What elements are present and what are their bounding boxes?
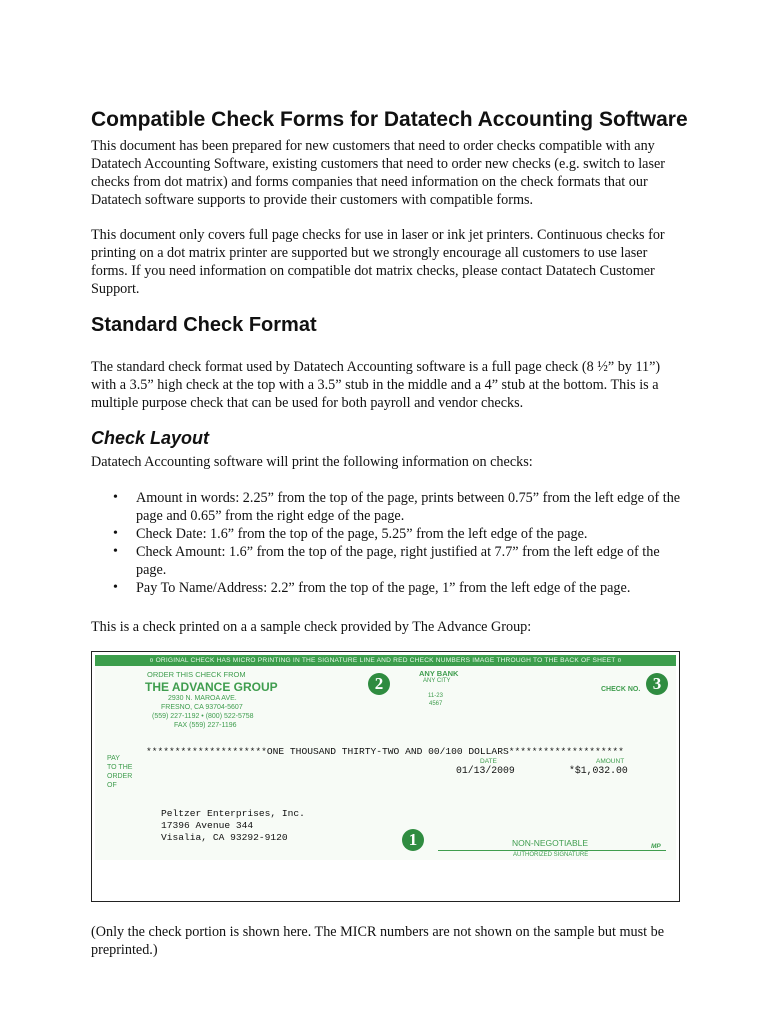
marker-1-badge: 1: [402, 829, 424, 851]
bullet-icon: •: [113, 544, 118, 559]
company-address-1: 2930 N. MAROA AVE.: [168, 695, 237, 702]
list-item: • Amount in words: 2.25” from the top of the page, prints between 0.75” from the left edge of the page and 0.65” from the right edge of the page.: [113, 490, 681, 524]
payee-name: Peltzer Enterprises, Inc.: [161, 808, 305, 819]
marker-3-badge: 3: [646, 673, 668, 695]
layout-heading: Check Layout: [91, 428, 210, 448]
check-amount: *$1,032.00: [569, 765, 628, 776]
order-from-label: ORDER THIS CHECK FROM: [147, 670, 246, 679]
footnote: (Only the check portion is shown here. The MICR numbers are not shown on the sample but must be preprinted.): [91, 924, 665, 958]
section-paragraph: The standard check format used by Datatech Accounting software is a full page check (8 ½” by 11”) with a 3.5” high check at the top with a 3.5” stub in the middle and a 4” stub at the bottom. This is a multiple purpose check that can be used for both payroll and vendor checks.: [91, 359, 661, 411]
mp-security-mark: MP: [651, 843, 661, 850]
date-label: DATE: [480, 758, 497, 765]
company-address-2: FRESNO, CA 93704-5607: [161, 704, 243, 711]
company-fax: FAX (559) 227-1196: [174, 722, 237, 729]
amount-in-words: *********************ONE THOUSAND THIRTY-TWO AND 00/100 DOLLARS********************: [146, 746, 624, 757]
list-item: • Pay To Name/Address: 2.2” from the top of the page, 1” from the left edge of the page.: [113, 580, 631, 596]
company-name: THE ADVANCE GROUP: [145, 680, 278, 694]
bullet-icon: •: [113, 490, 118, 505]
payee-city: Visalia, CA 93292-9120: [161, 832, 288, 843]
section-heading: Standard Check Format: [91, 314, 317, 336]
list-item: • Check Date: 1.6” from the top of the page, 5.25” from the left edge of the page.: [113, 526, 588, 542]
bank-name: ANY BANK: [419, 669, 459, 678]
micro-print-band: ¤ ORIGINAL CHECK HAS MICRO PRINTING IN THE SIGNATURE LINE AND RED CHECK NUMBERS IMAGE THROUGH TO THE BACK OF SHEET ¤: [95, 655, 676, 666]
routing-fraction-top: 11-23: [428, 693, 443, 699]
bank-city: ANY CITY: [423, 678, 451, 684]
check-number-label: CHECK NO.: [601, 686, 641, 693]
bullet-icon: •: [113, 526, 118, 541]
non-negotiable-label: NON-NEGOTIABLE: [512, 838, 589, 848]
payee-street: 17396 Avenue 344: [161, 820, 254, 831]
amount-label: AMOUNT: [596, 758, 625, 765]
pay-to-label: PAY TO THE ORDER OF: [107, 755, 133, 789]
signature-line: [438, 850, 666, 851]
check-date: 01/13/2009: [456, 765, 515, 776]
sample-check: [95, 655, 676, 860]
bullet-icon: •: [113, 580, 118, 595]
list-item: • Check Amount: 1.6” from the top of the page, right justified at 7.7” from the left edge of the page.: [113, 544, 660, 578]
marker-2-badge: 2: [368, 673, 390, 695]
document-title: Compatible Check Forms for Datatech Accounting Software: [91, 108, 688, 131]
intro-paragraph-1: This document has been prepared for new customers that need to order checks compatible with any Datatech Accounting Software, existing customers that need to order new checks (e.g. switch to laser checks from dot matrix) and forms companies that need information on the check formats that our Datatech software supports to provide their customers with compatible forms.: [91, 138, 666, 208]
intro-paragraph-2: This document only covers full page checks for use in laser or ink jet printers. Continuous checks for printing on a dot matrix printer are supported but we strongly encourage all customers to use laser forms. If you need information on compatible dot matrix checks, please contact Datatech Customer Support.: [91, 227, 665, 297]
company-phone: (559) 227-1192 • (800) 522-5758: [152, 713, 254, 720]
sample-check-frame: [91, 651, 680, 902]
routing-fraction-bottom: 4567: [429, 701, 443, 707]
bullet-list: [91, 489, 691, 597]
sample-caption: This is a check printed on a a sample check provided by The Advance Group:: [91, 619, 532, 635]
layout-intro: Datatech Accounting software will print the following information on checks:: [91, 454, 533, 470]
authorized-signature-label: AUTHORIZED SIGNATURE: [513, 852, 589, 858]
